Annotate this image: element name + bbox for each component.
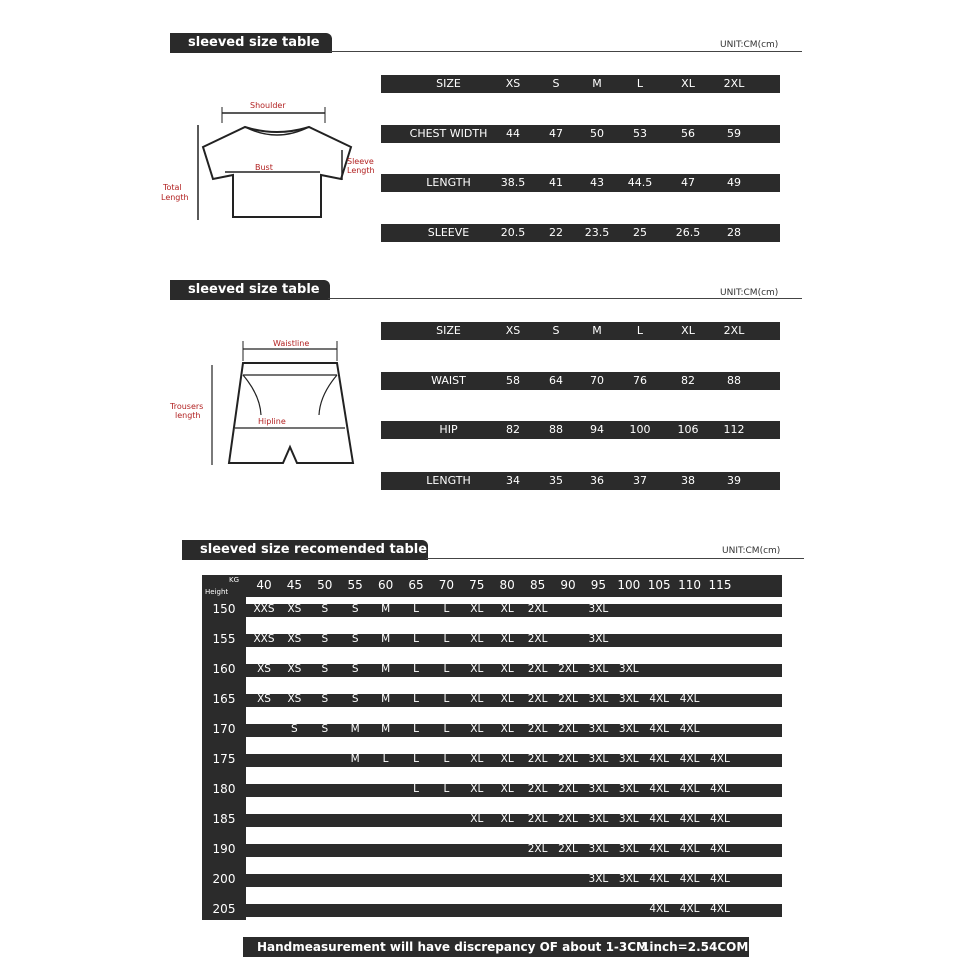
size-value: 106 — [677, 423, 699, 436]
size-cell: L — [443, 603, 450, 615]
size-value: 25 — [633, 226, 647, 239]
size-cell: L — [413, 693, 419, 705]
size-cell: XL — [500, 603, 514, 615]
kg-label: KG — [229, 576, 240, 584]
unit-label: UNIT:CM(cm) — [720, 288, 779, 298]
section-divider — [426, 558, 804, 559]
section-title-shirt: sleeved size table — [170, 33, 332, 53]
size-cell: 4XL — [710, 783, 730, 795]
size-cell: 4XL — [649, 723, 670, 735]
section-title-shorts: sleeved size table — [170, 280, 330, 300]
size-cell: XL — [500, 753, 514, 765]
size-value: 2XL — [723, 324, 745, 337]
size-cell: 3XL — [588, 873, 609, 885]
waistline-label: Waistline — [273, 339, 310, 348]
size-cell: 4XL — [649, 693, 670, 705]
size-cell: 3XL — [588, 753, 609, 765]
size-cell: XL — [470, 813, 484, 825]
size-cell: 3XL — [588, 693, 609, 705]
weight-header: 50 — [317, 578, 333, 592]
size-cell: 4XL — [679, 903, 700, 915]
size-value: 70 — [590, 374, 604, 387]
size-cell: XXS — [253, 603, 275, 615]
size-cell: 4XL — [710, 753, 730, 765]
size-value: 56 — [681, 127, 695, 140]
size-value: 26.5 — [675, 226, 701, 239]
size-cell: M — [381, 723, 391, 735]
weight-header: 55 — [347, 578, 363, 592]
size-cell: S — [321, 663, 329, 675]
size-cell: M — [350, 723, 360, 735]
size-cell: 2XL — [527, 753, 548, 765]
bust-label: Bust — [255, 163, 273, 172]
height-value: 170 — [212, 722, 236, 736]
weight-header: 70 — [438, 578, 455, 592]
shorts-diagram — [165, 335, 375, 470]
size-value: 64 — [549, 374, 563, 387]
size-value: 38 — [681, 474, 695, 487]
weight-header: 40 — [256, 578, 272, 592]
size-row — [381, 322, 780, 340]
size-row — [381, 421, 780, 439]
size-value: 59 — [727, 127, 741, 140]
size-cell: 4XL — [710, 903, 730, 915]
size-cell: S — [291, 723, 298, 735]
size-cell: L — [413, 663, 419, 675]
size-cell: 4XL — [710, 813, 730, 825]
size-cell: XL — [470, 783, 484, 795]
size-value: M — [592, 77, 602, 90]
size-value: 58 — [506, 374, 520, 387]
size-cell: 2XL — [558, 843, 578, 855]
size-value: XL — [681, 324, 695, 337]
size-value: XS — [505, 77, 521, 90]
size-cell: 3XL — [618, 723, 639, 735]
trousers-length-label-1: Trousers — [170, 402, 204, 411]
size-value: 88 — [727, 374, 741, 387]
size-cell: M — [350, 753, 360, 765]
size-cell: 4XL — [710, 843, 730, 855]
row-label: LENGTH — [426, 176, 471, 189]
weight-header: 110 — [678, 578, 702, 592]
size-cell: 4XL — [679, 753, 700, 765]
size-value: 37 — [633, 474, 647, 487]
size-row — [381, 472, 780, 490]
size-cell: S — [351, 663, 359, 675]
size-cell: 2XL — [527, 783, 548, 795]
total-length-label-2: Length — [161, 193, 189, 202]
size-cell: XS — [257, 663, 271, 675]
size-cell: 3XL — [588, 633, 609, 645]
size-value: 2XL — [723, 77, 745, 90]
size-value: 50 — [590, 127, 604, 140]
size-cell: 2XL — [527, 603, 548, 615]
size-cell: XL — [470, 633, 484, 645]
hipline-label: Hipline — [258, 417, 286, 426]
size-cell: XL — [470, 723, 484, 735]
size-cell: L — [443, 693, 450, 705]
size-cell: 4XL — [649, 753, 670, 765]
size-value: 43 — [590, 176, 604, 189]
size-row — [381, 174, 780, 192]
size-cell: L — [443, 783, 450, 795]
size-cell: L — [413, 783, 419, 795]
size-cell: 2XL — [558, 723, 578, 735]
size-value: 36 — [590, 474, 604, 487]
size-value: M — [592, 324, 602, 337]
size-cell: XXS — [253, 633, 275, 645]
footer-note — [243, 937, 749, 957]
size-cell: XL — [470, 603, 484, 615]
size-value: 44.5 — [627, 176, 653, 189]
weight-header: 105 — [647, 578, 671, 592]
footer-inch: 1inch=2.54COM — [641, 940, 749, 954]
size-value: 112 — [723, 423, 745, 436]
size-value: 100 — [629, 423, 651, 436]
size-cell: XL — [500, 723, 514, 735]
weight-header: 60 — [377, 578, 394, 592]
size-cell: XS — [287, 663, 302, 675]
size-cell: L — [443, 663, 450, 675]
size-cell: 3XL — [588, 723, 609, 735]
size-value: 22 — [549, 226, 563, 239]
row-label: HIP — [439, 423, 458, 436]
height-value: 150 — [212, 602, 236, 616]
size-cell: M — [381, 693, 391, 705]
size-cell: 3XL — [588, 813, 609, 825]
size-value: L — [636, 77, 644, 90]
weight-header: 65 — [408, 578, 424, 592]
size-cell: XL — [470, 693, 484, 705]
size-value: 35 — [549, 474, 563, 487]
size-cell: 2XL — [558, 663, 578, 675]
height-value: 205 — [212, 902, 236, 916]
weight-header: 115 — [708, 578, 732, 592]
size-cell: 4XL — [679, 813, 700, 825]
size-value: 20.5 — [500, 226, 526, 239]
weight-header: 45 — [286, 578, 303, 592]
size-cell: S — [321, 633, 329, 645]
size-value: 82 — [506, 423, 520, 436]
size-cell: S — [321, 723, 329, 735]
size-value: L — [636, 324, 644, 337]
row-label: WAIST — [431, 374, 466, 387]
size-cell: M — [381, 633, 391, 645]
size-cell: 4XL — [649, 903, 670, 915]
size-cell: 2XL — [558, 813, 578, 825]
size-cell: 4XL — [679, 723, 700, 735]
row-label: LENGTH — [426, 474, 471, 487]
row-label: CHEST WIDTH — [409, 127, 488, 140]
size-cell: S — [351, 633, 359, 645]
size-value: 76 — [633, 374, 647, 387]
size-cell: 4XL — [679, 843, 700, 855]
shoulder-label: Shoulder — [250, 101, 286, 110]
size-recommendation-table — [202, 575, 782, 920]
size-cell: 4XL — [679, 873, 700, 885]
size-cell: XS — [257, 693, 271, 705]
size-cell: 4XL — [649, 843, 670, 855]
size-cell: L — [443, 723, 450, 735]
row-label: SLEEVE — [427, 226, 470, 239]
size-cell: L — [413, 603, 419, 615]
size-cell: 3XL — [588, 663, 609, 675]
size-value: 23.5 — [584, 226, 610, 239]
row-label: SIZE — [436, 77, 461, 90]
size-cell: 2XL — [558, 693, 578, 705]
size-cell: L — [413, 753, 419, 765]
size-cell: 4XL — [710, 873, 730, 885]
unit-label: UNIT:CM(cm) — [722, 546, 781, 556]
size-cell: M — [381, 603, 391, 615]
size-cell: XL — [500, 783, 514, 795]
size-cell: 3XL — [618, 663, 639, 675]
size-cell: 2XL — [527, 693, 548, 705]
size-cell: 3XL — [588, 783, 609, 795]
size-cell: XL — [500, 813, 514, 825]
height-value: 160 — [212, 662, 236, 676]
size-cell: 2XL — [558, 783, 578, 795]
size-cell: L — [413, 633, 419, 645]
size-cell: 3XL — [618, 873, 639, 885]
size-cell: S — [351, 603, 359, 615]
size-value: 38.5 — [500, 176, 526, 189]
size-row — [381, 372, 780, 390]
size-cell: XL — [470, 663, 484, 675]
size-cell: 2XL — [527, 663, 548, 675]
section-title-recommend: sleeved size recomended table — [182, 540, 428, 560]
size-row — [381, 125, 780, 143]
size-value: S — [552, 77, 560, 90]
size-cell: 3XL — [618, 693, 639, 705]
size-cell: S — [351, 693, 359, 705]
size-cell: 2XL — [527, 843, 548, 855]
size-cell: 2XL — [527, 633, 548, 645]
size-value: 28 — [727, 226, 741, 239]
size-cell: 4XL — [679, 693, 700, 705]
weight-header: 90 — [560, 578, 576, 592]
height-column — [202, 575, 246, 920]
weight-header: 85 — [529, 578, 546, 592]
size-cell: 3XL — [618, 753, 639, 765]
size-value: 94 — [590, 423, 604, 436]
size-cell: 3XL — [588, 603, 609, 615]
size-cell: 4XL — [649, 813, 670, 825]
size-value: 34 — [506, 474, 520, 487]
section-divider — [328, 298, 802, 299]
size-cell: 3XL — [618, 813, 639, 825]
size-row — [381, 75, 780, 93]
size-value: 82 — [681, 374, 695, 387]
size-cell: 4XL — [649, 873, 670, 885]
height-value: 175 — [212, 752, 236, 766]
size-cell: L — [443, 753, 450, 765]
size-cell: XS — [287, 603, 302, 615]
size-value: 47 — [681, 176, 695, 189]
size-cell: XL — [500, 663, 514, 675]
size-cell: S — [321, 693, 329, 705]
unit-label: UNIT:CM(cm) — [720, 40, 779, 50]
sleeve-length-label-2: Length — [347, 166, 375, 175]
size-cell: 2XL — [527, 723, 548, 735]
size-value: 88 — [549, 423, 563, 436]
height-label: Height — [205, 588, 229, 596]
size-value: 41 — [549, 176, 563, 189]
height-value: 180 — [212, 782, 236, 796]
section-divider — [330, 51, 802, 52]
size-cell: 2XL — [558, 753, 578, 765]
row-label: SIZE — [436, 324, 461, 337]
trousers-length-label-2: length — [175, 411, 201, 420]
height-value: 165 — [212, 692, 236, 706]
size-value: XS — [505, 324, 521, 337]
size-value: 44 — [506, 127, 520, 140]
size-cell: L — [413, 723, 419, 735]
footer-discrepancy: Handmeasurement will have discrepancy OF about 1-3CM — [257, 940, 648, 954]
size-cell: M — [381, 663, 391, 675]
size-cell: 3XL — [618, 843, 639, 855]
total-length-label-1: Total — [163, 183, 182, 192]
size-cell: L — [443, 633, 450, 645]
weight-header: 100 — [617, 578, 641, 592]
size-cell: 4XL — [649, 783, 670, 795]
size-value: S — [552, 324, 560, 337]
size-cell: L — [382, 753, 389, 765]
weight-header: 75 — [469, 578, 485, 592]
height-value: 200 — [212, 872, 236, 886]
size-cell: 3XL — [588, 843, 609, 855]
size-value: XL — [681, 77, 695, 90]
size-cell: XS — [287, 693, 302, 705]
size-row — [381, 224, 780, 242]
size-cell: 2XL — [527, 813, 548, 825]
sleeve-length-label-1: Sleeve — [347, 157, 374, 166]
size-cell: 4XL — [679, 783, 700, 795]
size-cell: XL — [470, 753, 484, 765]
height-value: 155 — [212, 632, 236, 646]
weight-header: 80 — [499, 578, 515, 592]
size-cell: 3XL — [618, 783, 639, 795]
size-value: 39 — [727, 474, 741, 487]
size-cell: XL — [500, 633, 514, 645]
height-value: 185 — [212, 812, 236, 826]
size-cell: XS — [287, 633, 302, 645]
size-cell: XL — [500, 693, 514, 705]
size-value: 47 — [549, 127, 563, 140]
tshirt-diagram — [155, 95, 380, 230]
size-value: 49 — [727, 176, 741, 189]
height-value: 190 — [212, 842, 236, 856]
size-cell: S — [321, 603, 329, 615]
size-value: 53 — [633, 127, 647, 140]
weight-header: 95 — [590, 578, 607, 592]
